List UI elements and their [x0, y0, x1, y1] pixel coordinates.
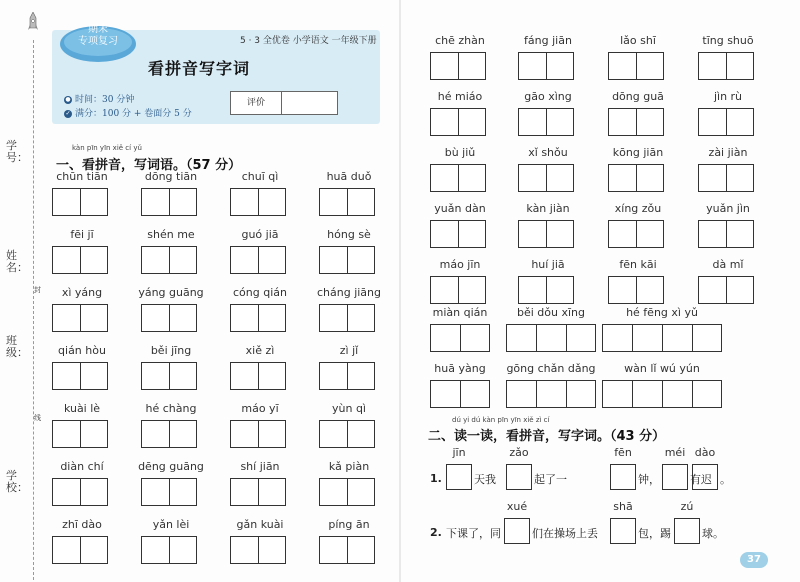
writing-box[interactable]: [518, 220, 574, 248]
writing-box[interactable]: [230, 536, 286, 564]
writing-box[interactable]: [319, 420, 375, 448]
writing-box[interactable]: [230, 304, 286, 332]
writing-box[interactable]: [506, 380, 596, 408]
pinyin-label: kuài lè: [63, 402, 101, 415]
pinyin-label: shā: [613, 500, 633, 513]
school-label: 学校：: [6, 469, 28, 494]
writing-box[interactable]: [698, 220, 754, 248]
writing-box[interactable]: [608, 276, 664, 304]
clock-icon: ●: [65, 95, 71, 103]
writing-box[interactable]: [698, 164, 754, 192]
writing-box[interactable]: [518, 164, 574, 192]
pinyin-label: xì yáng: [61, 286, 103, 299]
pinyin-label: gōng chǎn dǎng: [506, 362, 596, 375]
pinyin-label: chē zhàn: [435, 34, 485, 47]
sentence-text: 钟，: [638, 473, 660, 486]
writing-box[interactable]: [52, 304, 108, 332]
writing-box[interactable]: [319, 536, 375, 564]
pinyin-label: miàn qián: [432, 306, 488, 319]
sentence-text: 起了一: [534, 473, 567, 486]
writing-box[interactable]: [698, 108, 754, 136]
pinyin-label: cóng qián: [233, 286, 287, 299]
pinyin-label: kōng jiān: [612, 146, 664, 159]
pinyin-label: hóng sè: [327, 228, 371, 241]
time-info: ● 时间：30 分钟: [65, 95, 135, 105]
writing-box[interactable]: [52, 362, 108, 390]
pinyin-label: zú: [680, 500, 694, 513]
pinyin-label: zài jiàn: [708, 146, 748, 159]
sentence-text: 们在操场上丢: [532, 527, 598, 540]
writing-box[interactable]: [141, 304, 197, 332]
pinyin-label: hé chàng: [145, 402, 197, 415]
score-info: ✓ 满分：100 分 + 卷面分 5 分: [65, 109, 192, 119]
writing-box[interactable]: [430, 164, 486, 192]
pinyin-label: jìn rù: [713, 90, 743, 103]
writing-box[interactable]: [230, 246, 286, 274]
writing-box[interactable]: [230, 362, 286, 390]
pinyin-label: tīng shuō: [702, 34, 754, 47]
pinyin-label: xíng zǒu: [614, 202, 662, 215]
badge-text: [58, 24, 138, 48]
writing-box[interactable]: [506, 324, 596, 352]
pinyin-label: chuī qì: [241, 170, 279, 183]
writing-box[interactable]: [141, 536, 197, 564]
pinyin-label: zǎo: [509, 446, 529, 459]
sentence-text: 天我: [474, 473, 496, 486]
pinyin-label: kàn jiàn: [526, 202, 570, 215]
writing-box[interactable]: [141, 188, 197, 216]
pinyin-label: máo jīn: [439, 258, 481, 271]
sentence-number: 1.: [430, 472, 442, 485]
pinyin-label: zì jǐ: [339, 344, 359, 357]
pinyin-label: fēn: [614, 446, 632, 459]
page-title: 看拼音写字词: [148, 59, 251, 78]
writing-box[interactable]: [430, 324, 490, 352]
name-label: 姓名：: [6, 249, 28, 274]
sentence-text: 有迟: [690, 473, 712, 486]
writing-box[interactable]: [319, 188, 375, 216]
score-box[interactable]: [230, 91, 338, 115]
writing-box[interactable]: [141, 420, 197, 448]
pinyin-label: yǎn lèi: [152, 518, 190, 531]
pinyin-label: máo yī: [241, 402, 279, 415]
badge-line2: 专项复习: [78, 36, 118, 47]
pinyin-label: huā duǒ: [326, 170, 372, 183]
check-icon: ✓: [65, 109, 71, 117]
writing-box[interactable]: [230, 420, 286, 448]
writing-box[interactable]: [506, 464, 532, 490]
writing-box[interactable]: [662, 464, 688, 490]
pinyin-label: xiě zì: [245, 344, 275, 357]
cut-line: [33, 40, 34, 580]
writing-box[interactable]: [319, 362, 375, 390]
pinyin-label: yuǎn jìn: [706, 202, 750, 215]
pinyin-label: dēng guāng: [138, 460, 204, 473]
pinyin-label: fēn kāi: [619, 258, 657, 271]
student-info-margin: [0, 0, 50, 582]
pinyin-label: dào: [694, 446, 716, 459]
score-label: 评价: [231, 92, 282, 114]
pinyin-label: zhī dào: [62, 518, 102, 531]
writing-box[interactable]: [230, 188, 286, 216]
writing-box[interactable]: [446, 464, 472, 490]
pinyin-label: bù jiǔ: [444, 146, 476, 159]
pinyin-label: jīn: [452, 446, 466, 459]
writing-box[interactable]: [319, 478, 375, 506]
pinyin-label: cháng jiāng: [316, 286, 382, 299]
pinyin-label: hé fēng xì yǔ: [626, 306, 698, 319]
writing-box[interactable]: [52, 246, 108, 274]
cut-mark: 线: [34, 414, 41, 422]
writing-box[interactable]: [518, 108, 574, 136]
writing-box[interactable]: [52, 420, 108, 448]
pinyin-label: hé miáo: [437, 90, 483, 103]
pinyin-label: gǎn kuài: [236, 518, 284, 531]
sentence-text: 下课了，同: [446, 527, 501, 540]
pinyin-label: méi: [664, 446, 686, 459]
pinyin-label: yùn qì: [332, 402, 366, 415]
pinyin-label: diàn chí: [60, 460, 104, 473]
pinyin-label: kǎ piàn: [328, 460, 370, 473]
pinyin-label: lǎo shī: [620, 34, 656, 47]
writing-box[interactable]: [230, 478, 286, 506]
section2-pinyin: dú yi dú kàn pīn yīn xiě zì cí: [452, 416, 550, 424]
writing-box[interactable]: [141, 246, 197, 274]
pinyin-label: běi jīng: [150, 344, 192, 357]
pinyin-label: yáng guāng: [138, 286, 204, 299]
writing-box[interactable]: [430, 276, 486, 304]
writing-box[interactable]: [602, 324, 722, 352]
writing-box[interactable]: [608, 164, 664, 192]
pinyin-label: guó jiā: [241, 228, 279, 241]
writing-box[interactable]: [141, 478, 197, 506]
writing-box[interactable]: [430, 52, 486, 80]
rocket-icon: [28, 12, 38, 34]
book-spine: [399, 0, 401, 582]
writing-box[interactable]: [518, 52, 574, 80]
id-label: 学号：: [6, 139, 28, 164]
writing-box[interactable]: [52, 188, 108, 216]
section1-pinyin: kàn pīn yīn xiě cí yǔ: [72, 144, 142, 152]
class-label: 班级：: [6, 334, 28, 359]
sentence-text: 球。: [702, 527, 724, 540]
section1-title: 一、看拼音，写词语。（57 分）: [56, 158, 242, 173]
pinyin-label: xué: [506, 500, 528, 513]
pinyin-label: dōng guā: [612, 90, 664, 103]
writing-box[interactable]: [430, 108, 486, 136]
cut-mark: 封: [34, 286, 41, 294]
writing-box[interactable]: [608, 220, 664, 248]
pinyin-label: shén me: [147, 228, 195, 241]
writing-box[interactable]: [602, 380, 722, 408]
section2-title: 二、读一读，看拼音，写字词。（43 分）: [428, 429, 666, 444]
sentence-text: 包，踢: [638, 527, 671, 540]
pinyin-label: fáng jiān: [524, 34, 572, 47]
writing-box[interactable]: [608, 52, 664, 80]
writing-box[interactable]: [518, 276, 574, 304]
writing-box[interactable]: [674, 518, 700, 544]
sentence-number: 2.: [430, 526, 442, 539]
pinyin-label: huí jiā: [531, 258, 565, 271]
pinyin-label: yuǎn dàn: [434, 202, 486, 215]
pinyin-label: chūn tiān: [56, 170, 108, 183]
writing-box[interactable]: [608, 108, 664, 136]
writing-box[interactable]: [52, 536, 108, 564]
writing-box[interactable]: [610, 464, 636, 490]
writing-box[interactable]: [610, 518, 636, 544]
writing-box[interactable]: [430, 220, 486, 248]
pinyin-label: qián hòu: [58, 344, 106, 357]
pinyin-label: fēi jī: [70, 228, 94, 241]
writing-box[interactable]: [319, 304, 375, 332]
pinyin-label: huā yàng: [434, 362, 486, 375]
writing-box[interactable]: [319, 246, 375, 274]
badge-line1: 期末: [88, 24, 108, 35]
pinyin-label: gāo xìng: [524, 90, 572, 103]
pinyin-label: xǐ shǒu: [528, 146, 568, 159]
writing-box[interactable]: [504, 518, 530, 544]
writing-box[interactable]: [52, 478, 108, 506]
pinyin-label: wàn lǐ wú yún: [624, 362, 700, 375]
pinyin-label: běi dǒu xīng: [516, 306, 585, 319]
writing-box[interactable]: [698, 52, 754, 80]
sentence-text: 。: [720, 473, 731, 486]
writing-box[interactable]: [430, 380, 490, 408]
pinyin-label: dōng tiān: [144, 170, 198, 183]
pinyin-label: dà mǐ: [712, 258, 744, 271]
page-number: 37: [740, 552, 768, 568]
writing-box[interactable]: [141, 362, 197, 390]
pinyin-label: shí jiān: [240, 460, 280, 473]
book-meta: 5 · 3 全优卷 小学语文 一年级下册: [240, 36, 377, 46]
writing-box[interactable]: [698, 276, 754, 304]
pinyin-label: píng ān: [328, 518, 370, 531]
